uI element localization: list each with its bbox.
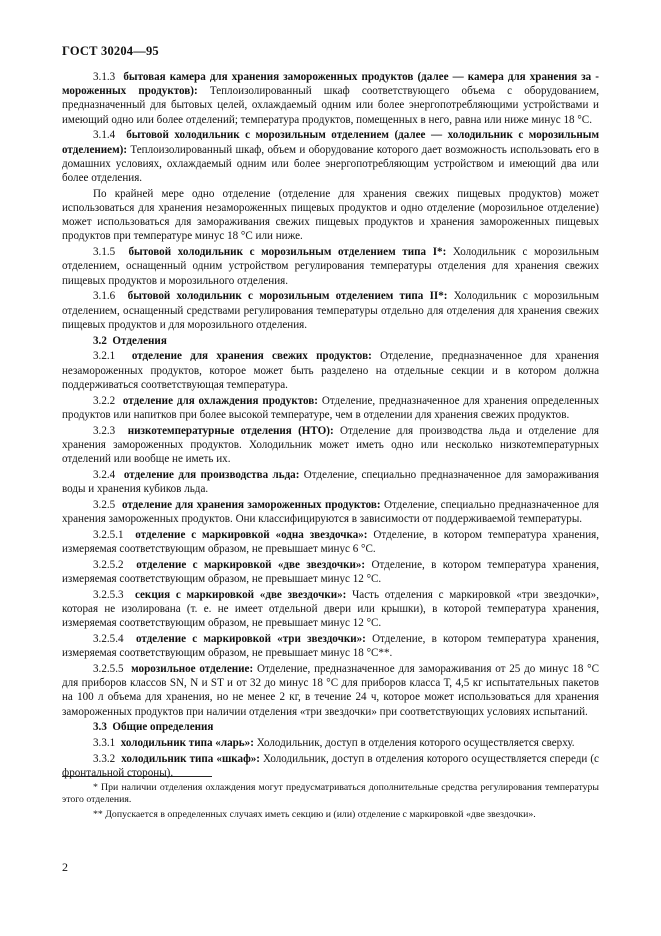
paragraph (62, 736, 599, 750)
definition-text: Часть отделения с маркировкой «три звездочки», которая не изолирована (т. е. не имеет отдельной двери или крышки), в которой температура хранения, измеряемая соответствующим образом, не превышает минус 12 °С. (62, 588, 599, 630)
term: отделение с маркировкой «две звездочки»: (136, 558, 366, 571)
clause-number: 3.2.5.5 (93, 663, 124, 676)
term: отделение с маркировкой «три звездочки»: (135, 633, 366, 646)
term: отделение для производства льда: (123, 468, 300, 481)
paragraph (62, 632, 599, 660)
footnote: ** Допускается в определенных случаях иметь секцию и (или) отделение с маркировкой «две звездочки». (93, 808, 536, 820)
clause-number: 3.1.3 (93, 71, 116, 83)
clause-number: 3.3.2 (93, 753, 116, 766)
term: Отделения (112, 334, 167, 347)
term: морозильное отделение: (131, 663, 254, 676)
definition-text: Отделение, в котором температура хранения, измеряемая соответствующим образом, не превышает минус 18 °С**. (62, 633, 600, 660)
paragraph (62, 349, 599, 392)
clause-number: 3.3.1 (93, 737, 116, 750)
footnote-separator (62, 776, 212, 777)
clause-number: 3.2 (93, 334, 107, 347)
paragraph (62, 498, 599, 526)
clause-number: 3.2.5.1 (93, 528, 124, 541)
term: низкотемпературные отделения (НТО): (127, 424, 334, 437)
clause-number: 3.1.5 (93, 246, 116, 259)
paragraph (62, 588, 599, 631)
term: Общие определения (112, 721, 214, 734)
definition-text: Холодильник с морозильным отделением, оснащенный средствами регулирования температуры отдельно для отделения для хранения свежих пищевых продуктов и для морозильного отделения. (62, 290, 600, 331)
definition-text: Отделение для производства льда и отделение для хранения замороженных продуктов. Холодильник может иметь одно или несколько низкотемпературных отделений или вообще не иметь их. (62, 424, 600, 466)
definition-text: Отделение, специально предназначенное для замораживания воды и хранения кубиков льда. (62, 468, 600, 496)
paragraph (62, 128, 599, 185)
page-number: 2 (62, 860, 68, 874)
paragraph (62, 70, 599, 127)
definition-text: Отделение, предназначенное для замораживания от 25 до минус 18 °С для приборов классов SN, N и ST и от 32 до минус 18 °С для приборов класса Т, 4,5 кг испытательных пакетов на 100 л объема для хранения, но не менее 2 кг, в течение 24 ч, которое может использоваться для хранения замороженных продуктов при наличии отделения «три звездочки» при соответствующих условиях испытаний. (62, 663, 600, 718)
clause-number: 3.2.5.3 (93, 588, 124, 601)
clause-number: 3.2.5.4 (93, 633, 124, 646)
definition-text: Теплоизолированный шкаф соответствующего объема с оборудованием, предназначенный для бытовых целей, охлаждаемый одним или более энергопотребляющими устройствами и имеющий одно или более отделений; температура продуктов, помещенных в него, равна или ниже минус 18 °С. (62, 85, 600, 126)
footnotes (62, 782, 599, 823)
document-body (62, 70, 599, 782)
paragraph (62, 289, 599, 332)
definition-text: Холодильник с морозильным отделением, оснащенный одним устройством регулирования температуры отделения для хранения свежих пищевых продуктов и морозильного отделения. (62, 246, 599, 287)
section-heading (62, 334, 599, 348)
definition-text: Отделение, предназначенное для хранения определенных продуктов или напитков при более высокой температуре, чем в отделении для хранения свежих продуктов. (62, 394, 599, 421)
footnote: * При наличии отделения охлаждения могут предусматриваться дополнительные средства регулирования температуры этого отделения. (62, 782, 599, 806)
definition-text: Отделение, в котором температура хранения, измеряемая соответствующим образом, не превышает минус 12 °С. (62, 558, 599, 586)
paragraph (62, 245, 599, 288)
term: бытовой холодильник с морозильным отделением типа I*: (128, 246, 447, 259)
clause-number: 3.1.4 (93, 129, 116, 142)
definition-text: Отделение, специально предназначенное для хранения замороженных продуктов. Они классифицируются в зависимости от поддерживаемой температуры. (62, 498, 600, 526)
clause-number: 3.2.4 (93, 468, 116, 481)
term: бытовой холодильник с морозильным отделением типа II*: (127, 290, 448, 303)
term: секция с маркировкой «две звездочки»: (134, 588, 347, 601)
definition-text: Холодильник, доступ в отделения которого осуществляется спереди (с фронтальной стороны). (62, 753, 599, 780)
definition-text: Отделение, в котором температура хранения, измеряемая соответствующим образом, не превышает минус 6 °С. (62, 528, 600, 556)
clause-number: 3.2.5.2 (93, 558, 124, 571)
definition-text: Холодильник, доступ в отделения которого осуществляется сверху. (256, 737, 575, 750)
paragraph (62, 187, 599, 244)
paragraph (62, 394, 599, 422)
paragraph (62, 468, 599, 496)
definition-text: Отделение, предназначенное для хранения незамороженных продуктов, которое может быть разделено на отдельные секции и в котором должна поддерживаться соответствующая температура. (62, 350, 600, 391)
term: отделение для охлаждения продуктов: (122, 394, 318, 407)
definition-text: По крайней мере одно отделение (отделение для хранения свежих пищевых продуктов) может использоваться для хранения незамороженных пищевых продуктов и одно отделение (морозильное отделение) может использоваться для замораживания свежих пищевых продуктов и хранения замороженных пищевых продуктов при температуре минус 18 °С или ниже. (62, 187, 599, 243)
paragraph (62, 424, 599, 467)
paragraph (62, 662, 599, 719)
clause-number: 3.2.2 (93, 394, 116, 407)
term: холодильник типа «ларь»: (120, 737, 254, 750)
document-header: ГОСТ 30204—95 (62, 44, 159, 58)
section-heading (62, 720, 599, 734)
term: отделение для хранения свежих продуктов: (131, 350, 372, 363)
clause-number: 3.1.6 (93, 290, 116, 303)
term: отделение с маркировкой «одна звездочка»: (135, 528, 368, 541)
definition-text: Теплоизолированный шкаф, объем и оборудование которого дает возможность использовать его в домашних условиях, охлаждаемый одним или более энергопотребляющим устройством и имеющий два или более отделения. (62, 143, 599, 185)
paragraph (62, 558, 599, 586)
term: бытовая камера для хранения замороженных продуктов (далее — камера для хранения за - мороженных продуктов): (62, 71, 599, 98)
term: бытовой холодильник с морозильным отделением (далее — холодильник с морозильным отделением): (62, 129, 600, 156)
clause-number: 3.3 (93, 721, 107, 734)
term: холодильник типа «шкаф»: (121, 753, 260, 766)
term: отделение для хранения замороженных продуктов: (121, 498, 381, 511)
clause-number: 3.2.5 (93, 498, 116, 511)
paragraph (62, 528, 599, 556)
clause-number: 3.2.1 (93, 350, 116, 363)
clause-number: 3.2.3 (93, 424, 116, 437)
